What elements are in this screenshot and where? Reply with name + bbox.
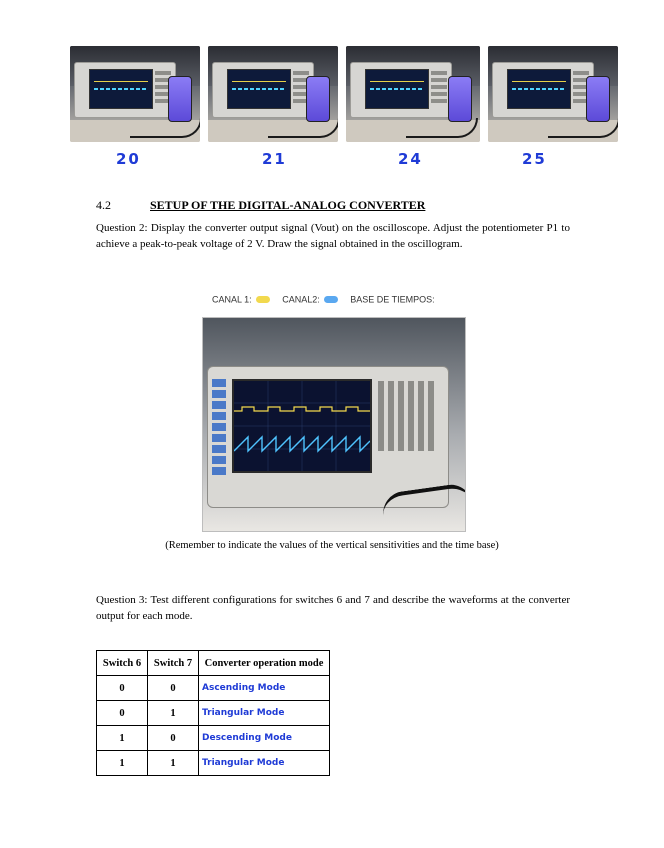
- figure-caption: (Remember to indicate the values of the vertical sensitivities and the time base): [165, 540, 499, 551]
- cell-switch-7: 1: [148, 751, 199, 776]
- question-3-text: Question 3: Test different configurations for switches 6 and 7 and describe the waveforms at the converter output for each mode.: [96, 594, 570, 622]
- photo-label-4: 25: [522, 150, 547, 168]
- cell-switch-7: 0: [148, 726, 199, 751]
- section-title: SETUP OF THE DIGITAL-ANALOG CONVERTER: [150, 198, 426, 212]
- cell-switch-6: 0: [97, 701, 148, 726]
- header-operation-mode: Converter operation mode: [199, 651, 330, 676]
- menu-buttons: [212, 379, 226, 475]
- cell-mode: Triangular Mode: [199, 751, 330, 776]
- canal2-swatch: [324, 296, 338, 303]
- header-switch-6: Switch 6: [97, 651, 148, 676]
- header-switch-7: Switch 7: [148, 651, 199, 676]
- photo-label-2: 21: [262, 150, 287, 168]
- canal1-swatch: [256, 296, 270, 303]
- photo-label-3: 24: [398, 150, 423, 168]
- question-2-text: Question 2: Display the converter output signal (Vout) on the oscilloscope. Adjust the potentiometer P1 to achieve a peak-to-peak voltage of 2 V. Draw the signal obtained in the oscillogram.: [96, 222, 570, 250]
- table-row: [97, 751, 330, 776]
- time-base-label: BASE DE TIEMPOS:: [350, 294, 435, 305]
- cell-switch-6: 1: [97, 726, 148, 751]
- waveform-display: [234, 381, 370, 471]
- oscilloscope-body: [207, 366, 449, 508]
- cell-switch-7: 0: [148, 676, 199, 701]
- table-header-row: [97, 651, 330, 676]
- cell-mode: Ascending Mode: [199, 676, 330, 701]
- canal1-label: CANAL 1:: [212, 294, 252, 305]
- switch-configuration-table: [96, 650, 330, 776]
- photo-label-1: 20: [116, 150, 141, 168]
- oscilloscope-photo-1: [70, 46, 200, 142]
- oscilloscope-photo-2: [208, 46, 338, 142]
- table-row: [97, 676, 330, 701]
- cell-mode: Descending Mode: [199, 726, 330, 751]
- table-row: [97, 726, 330, 751]
- oscilloscope-photo-4: [488, 46, 618, 142]
- section-number: 4.2: [96, 198, 111, 212]
- cell-switch-7: 1: [148, 701, 199, 726]
- control-panel: [378, 381, 438, 451]
- oscilloscope-figure: [202, 317, 466, 532]
- oscilloscope-photo-3: [346, 46, 480, 142]
- cell-mode: Triangular Mode: [199, 701, 330, 726]
- cell-switch-6: 0: [97, 676, 148, 701]
- oscilloscope-screen: [232, 379, 372, 473]
- cell-switch-6: 1: [97, 751, 148, 776]
- table-row: [97, 701, 330, 726]
- oscillogram-legend: [212, 294, 435, 305]
- canal2-label: CANAL2:: [282, 294, 320, 305]
